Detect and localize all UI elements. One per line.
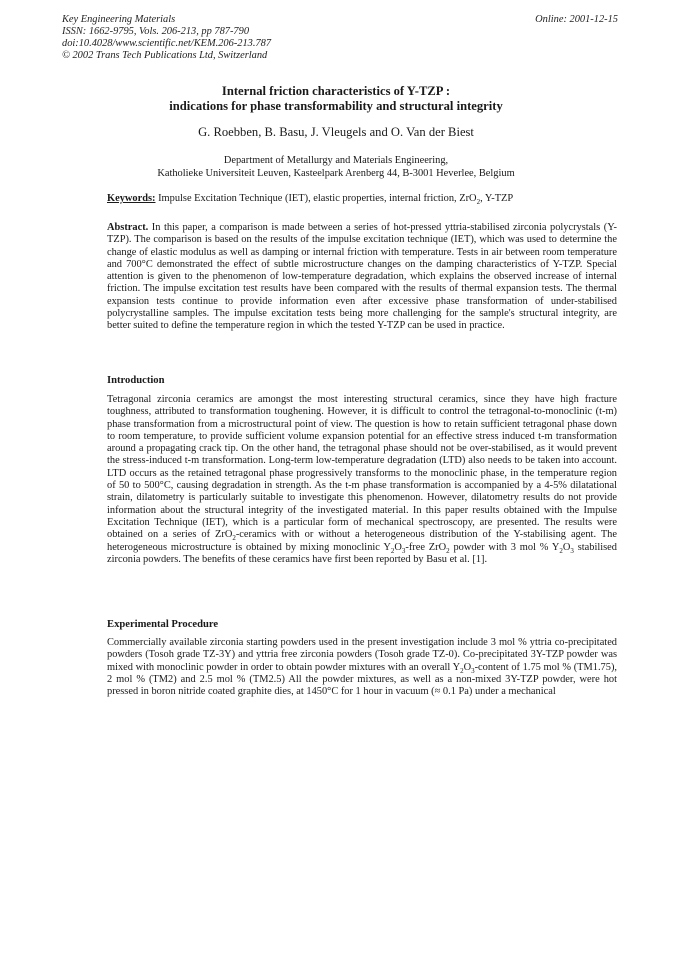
affiliation-line1: Department of Metallurgy and Materials Engineering, xyxy=(223,155,449,166)
intro-text-6: O xyxy=(562,541,571,553)
intro-sub-3: 3 xyxy=(401,546,406,555)
intro-text-3: O xyxy=(394,541,402,553)
abstract-label: Abstract. xyxy=(107,222,149,233)
journal-header xyxy=(62,14,618,62)
intro-text-2: -ceramics with or without a heterogeneous distribution of the Y-stabilising agent. The heterogeneous microstructure is obtained by mixing monoclinic Y xyxy=(107,529,617,553)
keywords-sub: 2 xyxy=(476,198,481,207)
paper-title xyxy=(62,84,610,114)
intro-sub-6: 3 xyxy=(570,546,574,555)
journal-doi: doi:10.4028/www.scientific.net/KEM.206-213.787 xyxy=(62,38,272,49)
section-heading-experimental: Experimental Procedure xyxy=(107,619,219,630)
intro-sub-1: 2 xyxy=(232,534,236,543)
experimental-paragraph xyxy=(107,637,617,698)
exp-text-2: O xyxy=(463,661,472,673)
introduction-paragraph xyxy=(107,394,617,566)
journal-issn: ISSN: 1662-9795, Vols. 206-213, pp 787-790 xyxy=(62,26,250,37)
abstract-paragraph xyxy=(107,222,617,333)
intro-sub-4: 2 xyxy=(446,546,450,555)
exp-text-3: -content of 1.75 mol % (TM1.75), 2 mol % (TM2) and 2.5 mol % (TM2.5) All the powder mixtures, as well as a non-mixed 3Y-TZP powder, were hot pressed in boron nitride coated graphite dies, at 1450°C for 1 hour in vacuum (≈ 0.1 Pa) under a mechanical xyxy=(107,661,618,698)
keywords-text-end: , Y-TZP xyxy=(480,193,514,204)
paper-authors: G. Roebben, B. Basu, J. Vleugels and O. Van der Biest xyxy=(198,125,474,139)
affiliation-line2: Katholieke Universiteit Leuven, Kasteelpark Arenberg 44, B-3001 Heverlee, Belgium xyxy=(157,168,515,179)
exp-sub-1: 2 xyxy=(460,666,464,675)
intro-text-5: powder with 3 mol % Y xyxy=(449,541,560,553)
intro-sub-5: 2 xyxy=(559,546,563,555)
intro-text-1: Tetragonal zirconia ceramics are amongst the most interesting structural ceramics, since they have high fracture toughness, attributed to transformation toughening. However, it is difficult to control the tetragonal-to-monoclinic (t-m) phase transformation from a microstructural point of view. The question is how to retain sufficient tetragonal phase down to room temperature, to provide sufficient volume expansion potential for an effective stress induced t-m transformation around a propagating crack tip. On the other hand, the tetragonal phase should not be over-stabilised, as it would prevent the stress-induced t-m transformation. Long-term low-temperature degradation (LTD) also needs to be taken into account. LTD occurs as the retained tetragonal phase progressively transforms to the monoclinic phase, in the temperature region of 50 to 500°C, causing degradation in strength. As the t-m phase transformation is accompanied by a 4-5% dilatational strain, dilatometry is particularly suitable to investigate this phenomenon. However, dilatometry results do not provide information about the structural integrity of the investigated material. In this paper results obtained with the Impulse Excitation Technique (IET), which is a particular form of mechanical spectroscopy, are presented. The results were obtained on a series of ZrO xyxy=(107,394,617,541)
keywords-text: Impulse Excitation Technique (IET), elastic properties, internal friction, ZrO xyxy=(155,193,477,204)
intro-text-7: stabilised zirconia powders. The benefits of these ceramics have first been reported by Basu et al. [1]. xyxy=(107,541,617,565)
section-heading-introduction: Introduction xyxy=(107,375,165,386)
keywords xyxy=(107,192,617,205)
paper-title-line1: Internal friction characteristics of Y-TZP : xyxy=(221,84,451,98)
keywords-label: Keywords: xyxy=(107,193,156,204)
author-affiliation xyxy=(62,154,610,180)
online-date: Online: 2001-12-15 xyxy=(535,14,618,25)
journal-name: Key Engineering Materials xyxy=(62,14,176,25)
exp-text-1: Commercially available zirconia starting powders used in the present investigation include 3 mol % yttria co-precipitated powders (Tosoh grade TZ-3Y) and yttria free zirconia powders (Tosoh grade TZ-0). Co-precipitated 3Y-TZP powder was mixed with monoclinic powder in order to obtain powder mixtures with an overall Y xyxy=(107,637,617,673)
intro-sub-2: 2 xyxy=(390,546,395,555)
exp-sub-2: 3 xyxy=(471,666,475,675)
abstract-text: In this paper, a comparison is made between a series of hot-pressed yttria-stabilised zirconia polycrystals (Y-TZP). The comparison is based on the results of the impulse excitation technique (IET), which was used to determine the change of elastic modulus as well as damping or internal friction with temperature. Tests in air between room temperature and 700°C demonstrated the effect of subtle microstructure changes on the damping characteristics of Y-TZP. Special attention is given to the phenomenon of low-temperature degradation, which explains the observed increase of internal friction. The impulse excitation test results have been compared with the results of thermal expansion tests. The thermal expansion tests continue to provide information even after excessive phase transformation of under-stabilised polycrystalline samples. The impulse excitation tests being more challenging for the sample's structural integrity, are better suited to define the temperature region in which the tested Y-TZP can be used in practice. xyxy=(107,222,617,332)
intro-text-4: -free ZrO xyxy=(405,541,447,553)
journal-copyright: © 2002 Trans Tech Publications Ltd, Switzerland xyxy=(62,50,268,61)
paper-title-line2: indications for phase transformability and structural integrity xyxy=(169,99,503,113)
